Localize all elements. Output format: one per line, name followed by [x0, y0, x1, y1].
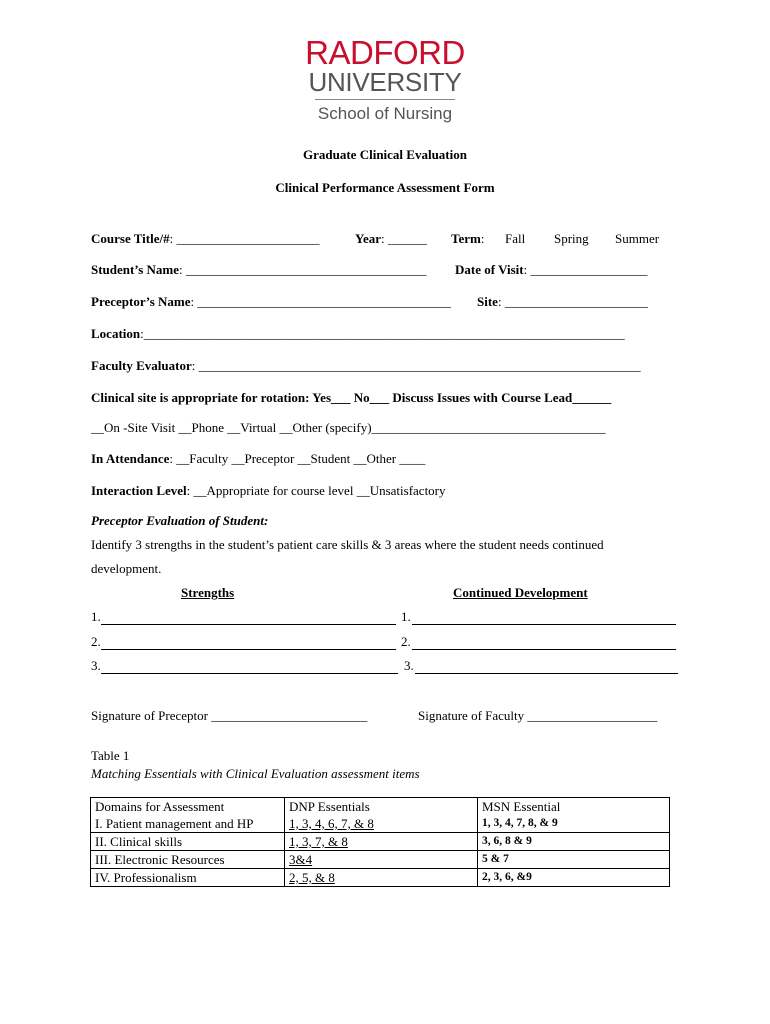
- student-name-blank: : _____________________________________: [179, 262, 427, 277]
- msn-cell: [478, 833, 670, 851]
- year-label: Year: [355, 231, 381, 246]
- logo-school-of-nursing: School of Nursing: [317, 104, 453, 123]
- dnp-cell: [285, 851, 478, 869]
- date-of-visit-label: Date of Visit: [455, 262, 524, 277]
- course-title-label: Course Title/#: [91, 231, 170, 246]
- term-label: Term: [451, 231, 481, 246]
- dnp-cell: [285, 833, 478, 851]
- site-appropriate-question[interactable]: Clinical site is appropriate for rotation: Yes___ No___ Discuss Issues with Course Lead______: [91, 390, 612, 405]
- term-option-summer[interactable]: Summer: [615, 231, 660, 246]
- msn-1: 1, 3, 4, 7, 8, & 9: [482, 817, 558, 829]
- continued-3-line[interactable]: [415, 673, 678, 674]
- strength-3-line[interactable]: [101, 673, 398, 674]
- strength-1-line[interactable]: [101, 624, 396, 625]
- signature-faculty[interactable]: Signature of Faculty ____________________: [418, 708, 658, 723]
- visit-type-options[interactable]: __On -Site Visit __Phone __Virtual __Other (specify)____________________________________: [91, 420, 606, 435]
- table-row: [91, 869, 670, 887]
- continued-1-line[interactable]: [412, 624, 676, 625]
- essentials-table: [90, 797, 670, 887]
- dnp-3: 3&4: [289, 852, 313, 867]
- strength-1-number: 1.: [91, 609, 101, 624]
- table-row: [91, 798, 670, 833]
- form-title: Graduate Clinical Evaluation: [303, 147, 467, 162]
- preceptor-evaluation-heading: Preceptor Evaluation of Student:: [91, 513, 269, 528]
- table-row: [91, 833, 670, 851]
- domain-cell: [91, 833, 285, 851]
- msn-header: MSN Essential: [482, 799, 561, 814]
- preceptor-name-blank: : _______________________________________: [190, 294, 451, 309]
- interaction-level-field[interactable]: [91, 483, 446, 499]
- strength-2-line[interactable]: [101, 649, 396, 650]
- term-option-spring[interactable]: Spring: [554, 231, 589, 246]
- faculty-evaluator-blank: : ____________________________________________________________________: [191, 358, 641, 373]
- msn-2: 3, 6, 8 & 9: [482, 835, 532, 847]
- strengths-heading: Strengths: [181, 585, 235, 600]
- preceptor-name-label: Preceptor’s Name: [91, 294, 191, 309]
- domain-2: II. Clinical skills: [95, 834, 183, 849]
- course-title-field[interactable]: [91, 231, 319, 247]
- form-subtitle: Clinical Performance Assessment Form: [275, 180, 495, 195]
- table-label: Table 1: [91, 748, 130, 763]
- dnp-header: DNP Essentials: [289, 799, 370, 814]
- domains-header: Domains for Assessment: [95, 799, 225, 814]
- table-row: [91, 851, 670, 869]
- continued-2-line[interactable]: [412, 649, 676, 650]
- dnp-1: 1, 3, 4, 6, 7, & 8: [289, 816, 374, 831]
- term-label-wrap: [451, 231, 484, 247]
- site-blank: : ______________________: [497, 294, 648, 309]
- faculty-evaluator-field[interactable]: [91, 358, 641, 374]
- faculty-evaluator-label: Faculty Evaluator: [91, 358, 192, 373]
- logo-radford: RADFORD: [305, 34, 465, 71]
- signature-preceptor[interactable]: Signature of Preceptor ________________________: [91, 708, 368, 723]
- continued-2-number: 2.: [401, 634, 411, 649]
- year-field[interactable]: [355, 231, 427, 247]
- attendance-label: In Attendance: [91, 451, 170, 466]
- term-option-fall[interactable]: Fall: [505, 231, 526, 246]
- location-blank: :__________________________________________________________________________: [140, 326, 625, 341]
- dnp-cell: [285, 869, 478, 887]
- student-name-field[interactable]: [91, 262, 426, 278]
- table-caption: Matching Essentials with Clinical Evaluation assessment items: [91, 766, 420, 781]
- strength-3-number: 3.: [91, 658, 101, 673]
- year-blank: : ______: [381, 231, 427, 246]
- domain-cell: [91, 869, 285, 887]
- continued-3-number: 3.: [404, 658, 414, 673]
- dnp-4: 2, 5, & 8: [289, 870, 335, 885]
- dnp-cell: [285, 798, 478, 833]
- radford-logo: [300, 36, 470, 124]
- msn-4: 2, 3, 6, &9: [482, 871, 532, 883]
- domain-3: III. Electronic Resources: [95, 852, 225, 867]
- interaction-level-options: : __Appropriate for course level __Unsatisfactory: [186, 483, 446, 498]
- site-field[interactable]: [477, 294, 648, 310]
- interaction-level-label: Interaction Level: [91, 483, 187, 498]
- dnp-2: 1, 3, 7, & 8: [289, 834, 348, 849]
- msn-3: 5 & 7: [482, 853, 509, 865]
- continued-1-number: 1.: [401, 609, 411, 624]
- domains-cell: [91, 798, 285, 833]
- date-of-visit-field[interactable]: [455, 262, 647, 278]
- continued-development-heading: Continued Development: [453, 585, 588, 600]
- attendance-options: : __Faculty __Preceptor __Student __Other ____: [169, 451, 426, 466]
- date-of-visit-blank: : __________________: [523, 262, 648, 277]
- logo-university: UNIVERSITY: [308, 67, 462, 97]
- attendance-field[interactable]: [91, 451, 425, 467]
- msn-cell: [478, 851, 670, 869]
- logo-divider: [315, 99, 455, 100]
- identify-instructions-line2: development.: [91, 561, 162, 576]
- student-name-label: Student’s Name: [91, 262, 179, 277]
- domain-4: IV. Professionalism: [95, 870, 197, 885]
- strength-2-number: 2.: [91, 634, 101, 649]
- msn-cell: [478, 869, 670, 887]
- identify-instructions-line1: Identify 3 strengths in the student’s patient care skills & 3 areas where the student needs continued: [91, 537, 604, 552]
- domain-cell: [91, 851, 285, 869]
- course-title-blank: : ______________________: [169, 231, 320, 246]
- location-field[interactable]: [91, 326, 625, 342]
- preceptor-name-field[interactable]: [91, 294, 451, 310]
- term-colon: :: [480, 231, 485, 246]
- site-label: Site: [477, 294, 498, 309]
- domain-1: I. Patient management and HP: [95, 816, 254, 831]
- location-label: Location: [91, 326, 141, 341]
- msn-cell: [478, 798, 670, 833]
